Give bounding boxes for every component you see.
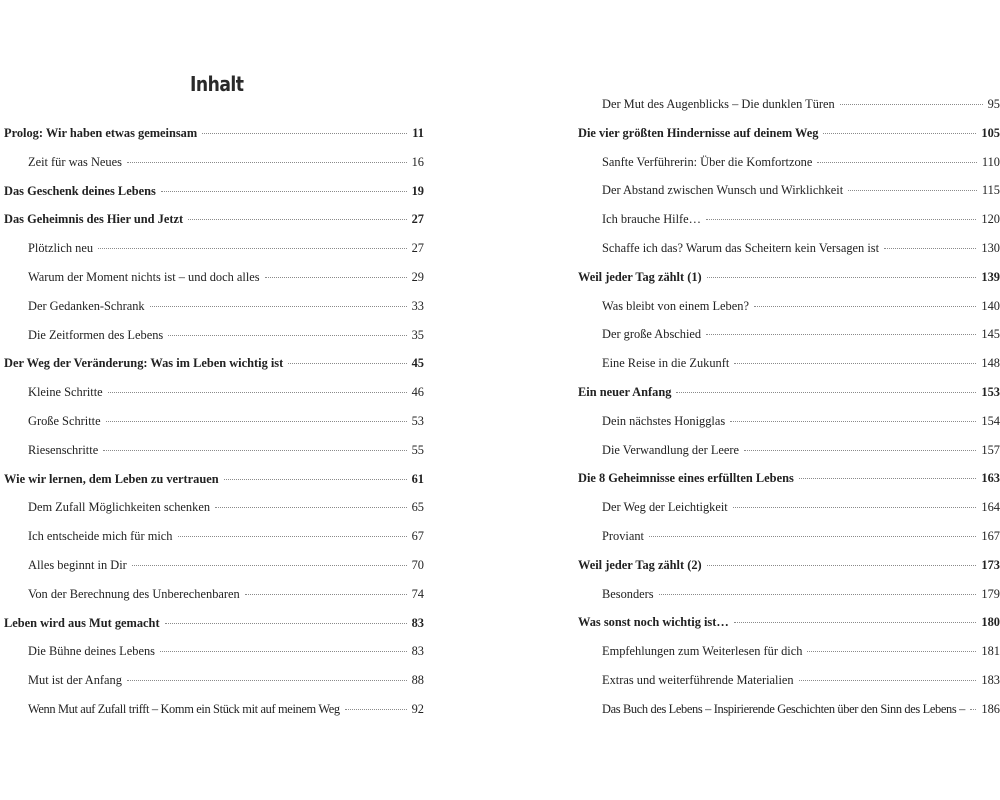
toc-chapter-entry — [4, 356, 424, 385]
toc-entry-title: Dein nächstes Honigglas — [602, 413, 726, 428]
dot-leader — [345, 709, 407, 710]
toc-page-number: 140 — [981, 298, 1000, 313]
dot-leader — [649, 536, 976, 537]
toc-section-entry — [4, 270, 424, 299]
toc-entry-title: Riesenschritte — [28, 442, 99, 457]
dot-leader — [224, 479, 407, 480]
toc-chapter-entry — [578, 558, 1000, 587]
toc-page-number: 45 — [411, 356, 424, 371]
toc-page-number: 105 — [981, 125, 1000, 140]
toc-section-entry — [578, 299, 1000, 328]
toc-page-number: 70 — [411, 557, 424, 572]
toc-entry-title: Dem Zufall Möglichkeiten schenken — [28, 500, 211, 515]
dot-leader — [106, 421, 407, 422]
toc-entry-title: Weil jeder Tag zählt (2) — [578, 557, 702, 572]
toc-entry-title: Der Gedanken-Schrank — [28, 298, 145, 313]
toc-entry-title: Kleine Schritte — [28, 385, 103, 400]
toc-page-number: 139 — [981, 269, 1000, 284]
toc-entry-title: Die Bühne deines Lebens — [28, 644, 155, 659]
toc-entry-title: Plötzlich neu — [28, 241, 94, 256]
toc-page-number: 157 — [981, 442, 1000, 457]
toc-entry-title: Die 8 Geheimnisse eines erfüllten Lebens — [578, 471, 794, 486]
toc-chapter-entry — [578, 385, 1000, 414]
toc-entry-title: Ich brauche Hilfe… — [602, 212, 702, 227]
toc-entry-title: Empfehlungen zum Weiterlesen für dich — [602, 644, 803, 659]
toc-entry-title: Die Verwandlung der Leere — [602, 442, 740, 457]
toc-entry-title: Das Geheimnis des Hier und Jetzt — [4, 212, 184, 227]
dot-leader — [127, 680, 407, 681]
toc-section-entry — [4, 500, 424, 529]
dot-leader — [840, 104, 983, 105]
dot-leader — [817, 162, 977, 163]
dot-leader — [730, 421, 976, 422]
toc-entry-title: Eine Reise in die Zukunft — [602, 356, 730, 371]
toc-section-entry — [578, 587, 1000, 616]
dot-leader — [799, 478, 977, 479]
toc-entry-title: Sanfte Verführerin: Über die Komfortzone — [602, 154, 813, 169]
toc-entry-title: Was sonst noch wichtig ist… — [578, 615, 729, 630]
toc-section-entry — [578, 702, 1000, 731]
toc-entry-title: Besonders — [602, 586, 654, 601]
toc-entry-title: Der Weg der Leichtigkeit — [602, 500, 728, 515]
toc-entry-title: Von der Berechnung des Unberechenbaren — [28, 586, 240, 601]
dot-leader — [848, 190, 977, 191]
dot-leader — [823, 133, 976, 134]
toc-page-number: 92 — [411, 701, 424, 716]
dot-leader — [734, 363, 976, 364]
toc-right-page — [578, 97, 1000, 731]
toc-page-number: 120 — [981, 212, 1000, 227]
toc-section-entry — [4, 673, 424, 702]
toc-page-number: 167 — [981, 528, 1000, 543]
toc-section-entry — [578, 673, 1000, 702]
toc-entry-title: Die Zeitformen des Lebens — [28, 327, 164, 342]
toc-page-number: 180 — [981, 615, 1000, 630]
toc-section-entry — [578, 443, 1000, 472]
dot-leader — [132, 565, 407, 566]
toc-section-entry — [578, 529, 1000, 558]
toc-page-number: 35 — [411, 327, 424, 342]
toc-page-number: 186 — [981, 701, 1000, 716]
dot-leader — [215, 507, 407, 508]
toc-entry-title: Der große Abschied — [602, 327, 702, 342]
toc-section-entry — [4, 587, 424, 616]
dot-leader — [160, 651, 407, 652]
toc-section-entry — [578, 644, 1000, 673]
toc-page-number: 148 — [981, 356, 1000, 371]
dot-leader — [245, 594, 407, 595]
toc-page-number: 163 — [981, 471, 1000, 486]
toc-page-number: 11 — [412, 126, 424, 140]
dot-leader — [744, 450, 976, 451]
toc-page-number: 153 — [981, 384, 1000, 399]
dot-leader — [676, 392, 976, 393]
toc-page-number: 65 — [411, 500, 424, 515]
dot-leader — [108, 392, 407, 393]
toc-section-entry — [578, 212, 1000, 241]
toc-section-entry — [4, 385, 424, 414]
toc-section-entry — [578, 97, 1000, 126]
dot-leader — [178, 536, 407, 537]
dot-leader — [734, 622, 977, 623]
toc-entry-title: Das Geschenk deines Lebens — [4, 183, 156, 198]
dot-leader — [706, 219, 976, 220]
toc-entry-title: Zeit für was Neues — [28, 154, 122, 169]
toc-entry-title: Der Weg der Veränderung: Was im Leben wichtig ist — [4, 356, 284, 371]
toc-page-number: 145 — [981, 327, 1000, 342]
toc-entry-title: Das Buch des Lebens – Inspirierende Geschichten über den Sinn des Lebens – — [602, 701, 965, 716]
toc-page-number: 179 — [981, 586, 1000, 601]
toc-page-number: 164 — [981, 500, 1000, 515]
toc-page-number: 27 — [411, 241, 424, 256]
toc-entry-title: Extras und weiterführende Materialien — [602, 672, 794, 687]
toc-left-page — [4, 126, 424, 731]
toc-section-entry — [578, 500, 1000, 529]
dot-leader — [150, 306, 407, 307]
toc-page-number: 16 — [411, 154, 424, 169]
dot-leader — [127, 162, 407, 163]
toc-page-number: 88 — [411, 673, 424, 688]
toc-page-number: 83 — [411, 615, 424, 630]
toc-entry-title: Wie wir lernen, dem Leben zu vertrauen — [4, 471, 219, 486]
toc-page-number: 74 — [411, 586, 424, 601]
toc-entry-title: Schaffe ich das? Warum das Scheitern kein Versagen ist — [602, 240, 880, 255]
toc-page-number: 61 — [411, 471, 424, 486]
toc-page-number: 29 — [411, 269, 424, 284]
dot-leader — [733, 507, 977, 508]
toc-page-number: 83 — [411, 644, 424, 659]
toc-section-entry — [4, 529, 424, 558]
toc-section-entry — [578, 155, 1000, 184]
toc-entry-title: Große Schritte — [28, 413, 101, 428]
dot-leader — [707, 277, 977, 278]
dot-leader — [754, 306, 976, 307]
dot-leader — [165, 623, 407, 624]
dot-leader — [202, 133, 407, 134]
toc-chapter-entry — [4, 184, 424, 213]
toc-entry-title: Prolog: Wir haben etwas gemeinsam — [4, 126, 198, 140]
toc-entry-title: Weil jeder Tag zählt (1) — [578, 269, 702, 284]
toc-page-number: 115 — [981, 183, 1000, 198]
toc-chapter-entry — [578, 471, 1000, 500]
dot-leader — [265, 277, 407, 278]
toc-page-number: 46 — [411, 385, 424, 400]
toc-section-entry — [4, 644, 424, 673]
dot-leader — [799, 680, 977, 681]
toc-section-entry — [578, 414, 1000, 443]
toc-chapter-entry — [4, 212, 424, 241]
dot-leader — [970, 709, 976, 710]
dot-leader — [807, 651, 976, 652]
toc-section-entry — [4, 328, 424, 357]
toc-entry-title: Die vier größten Hindernisse auf deinem Weg — [578, 125, 819, 140]
toc-section-entry — [578, 241, 1000, 270]
dot-leader — [884, 248, 976, 249]
toc-chapter-entry — [578, 615, 1000, 644]
toc-entry-title: Wenn Mut auf Zufall trifft – Komm ein Stück mit auf meinem Weg — [28, 701, 340, 716]
toc-page-number: 154 — [981, 413, 1000, 428]
toc-section-entry — [4, 414, 424, 443]
dot-leader — [98, 248, 407, 249]
dot-leader — [161, 191, 407, 192]
toc-page-number: 183 — [981, 672, 1000, 687]
dot-leader — [706, 334, 976, 335]
toc-page-number: 110 — [981, 154, 1000, 169]
toc-section-entry — [4, 558, 424, 587]
toc-page-number: 67 — [411, 529, 424, 544]
toc-entry-title: Der Abstand zwischen Wunsch und Wirklichkeit — [602, 183, 844, 198]
toc-section-entry — [578, 356, 1000, 385]
toc-entry-title: Ein neuer Anfang — [578, 384, 672, 399]
dot-leader — [288, 363, 406, 364]
toc-chapter-entry — [578, 270, 1000, 299]
toc-chapter-entry — [4, 126, 424, 155]
dot-leader — [103, 450, 406, 451]
toc-section-entry — [4, 155, 424, 184]
toc-title: Inhalt — [190, 72, 244, 96]
toc-chapter-entry — [4, 472, 424, 501]
toc-entry-title: Was bleibt von einem Leben? — [602, 298, 749, 313]
toc-section-entry — [4, 443, 424, 472]
toc-entry-title: Warum der Moment nichts ist – und doch alles — [28, 269, 260, 284]
toc-page-number: 173 — [981, 557, 1000, 572]
toc-entry-title: Ich entscheide mich für mich — [28, 529, 173, 544]
toc-page-number: 53 — [411, 413, 424, 428]
toc-page-number: 27 — [411, 212, 424, 227]
toc-page-number: 95 — [987, 97, 1000, 111]
toc-chapter-entry — [4, 616, 424, 645]
toc-page-number: 55 — [411, 442, 424, 457]
toc-section-entry — [578, 327, 1000, 356]
toc-page-number: 130 — [981, 240, 1000, 255]
dot-leader — [707, 565, 977, 566]
dot-leader — [188, 219, 407, 220]
toc-entry-title: Mut ist der Anfang — [28, 673, 122, 688]
toc-page-number: 181 — [981, 644, 1000, 659]
toc-section-entry — [4, 241, 424, 270]
toc-page-number: 19 — [411, 183, 424, 198]
toc-entry-title: Der Mut des Augenblicks – Die dunklen Türen — [602, 97, 835, 111]
toc-section-entry — [578, 183, 1000, 212]
toc-entry-title: Leben wird aus Mut gemacht — [4, 615, 160, 630]
toc-chapter-entry — [578, 126, 1000, 155]
dot-leader — [168, 335, 406, 336]
toc-entry-title: Alles beginnt in Dir — [28, 557, 127, 572]
toc-page-number: 33 — [411, 298, 424, 313]
dot-leader — [659, 594, 977, 595]
toc-section-entry — [4, 702, 424, 731]
toc-section-entry — [4, 299, 424, 328]
toc-entry-title: Proviant — [602, 528, 644, 543]
